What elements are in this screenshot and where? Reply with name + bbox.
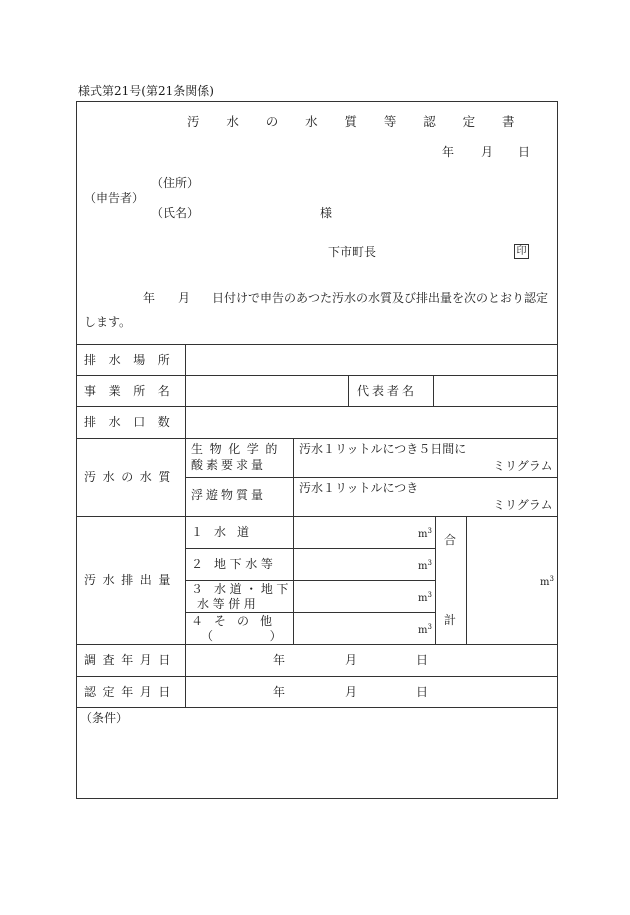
- vol-tap-water-label: １ 水 道: [191, 525, 253, 539]
- vol-groundwater-unit: $m^3$: [418, 559, 432, 572]
- seal-mark: 印: [514, 244, 529, 259]
- col-line: [466, 516, 467, 644]
- cert-date-year: 年: [273, 685, 286, 699]
- survey-date-day: 日: [416, 653, 429, 667]
- survey-date-label: 調査年月日: [84, 653, 178, 667]
- survey-date-year: 年: [273, 653, 286, 667]
- vol-combined-label-line1: ３ 水道・地下: [191, 582, 293, 596]
- honorific: 様: [320, 206, 333, 220]
- bod-unit: ミリグラム: [493, 459, 553, 473]
- representative-label: 代表者名: [357, 384, 418, 398]
- col-line: [435, 516, 436, 644]
- col-line: [348, 375, 349, 406]
- issuer-name: 下市町長: [328, 245, 377, 259]
- cert-date-day: 日: [416, 685, 429, 699]
- date-month: 月: [481, 145, 494, 159]
- cert-date-label: 認定年月日: [84, 685, 178, 699]
- bod-value-text: 汚水１リットルにつき５日間に: [299, 442, 467, 456]
- bod-label-line2: 酸素要求量: [191, 458, 267, 472]
- row-line: [76, 406, 558, 407]
- conditions-field[interactable]: [82, 728, 552, 792]
- col-line: [293, 438, 294, 644]
- row-line: [185, 612, 435, 613]
- total-label-bottom: 計: [444, 613, 457, 627]
- total-unit: $m^3$: [540, 575, 554, 588]
- row-line: [185, 548, 435, 549]
- body-text-line2: します。: [84, 315, 132, 329]
- row-line: [185, 477, 558, 478]
- cert-date-month: 月: [345, 685, 358, 699]
- vol-other-label-line1: ４ そ の 他: [191, 614, 276, 628]
- conditions-label: （条件）: [80, 711, 129, 725]
- address-label: （住所）: [151, 176, 200, 190]
- vol-combined-unit: $m^3$: [418, 591, 432, 604]
- row-line: [76, 644, 558, 645]
- row-line: [76, 707, 558, 708]
- body-year: 年: [143, 291, 156, 305]
- document-title: 汚水の水質等認定書: [187, 114, 542, 129]
- row-line: [76, 375, 558, 376]
- vol-other-unit: $m^3$: [418, 623, 432, 636]
- form-number-label: 様式第21号(第21条関係): [78, 84, 214, 98]
- vol-groundwater-label: ２ 地下水等: [191, 557, 277, 571]
- outlet-count-label: 排水口数: [84, 415, 183, 429]
- row-line: [76, 516, 558, 517]
- total-label-top: 合: [444, 533, 457, 547]
- ss-unit: ミリグラム: [493, 498, 553, 512]
- business-name-value[interactable]: [190, 379, 340, 401]
- row-line: [76, 344, 558, 345]
- business-name-label: 事業所名: [84, 384, 183, 398]
- survey-date-month: 月: [345, 653, 358, 667]
- vol-tap-water-unit: $m^3$: [418, 527, 432, 540]
- vol-other-label-line2: （ ）: [201, 629, 309, 643]
- row-line: [76, 438, 558, 439]
- body-month: 月: [178, 291, 191, 305]
- water-quality-label: 汚水の水質: [84, 470, 178, 484]
- discharge-place-label: 排水場所: [84, 353, 183, 367]
- row-line: [76, 676, 558, 677]
- outlet-count-value[interactable]: [190, 410, 550, 432]
- vol-combined-label-line2: 水等併用: [197, 597, 260, 611]
- representative-value[interactable]: [438, 379, 553, 401]
- applicant-role: （申告者）: [84, 191, 145, 205]
- date-day: 日: [518, 145, 531, 159]
- date-year: 年: [442, 145, 455, 159]
- name-label: （氏名）: [151, 206, 200, 220]
- row-line: [185, 580, 435, 581]
- discharge-place-value[interactable]: [190, 348, 550, 370]
- col-line: [433, 375, 434, 406]
- ss-value-text: 汚水１リットルにつき: [299, 481, 419, 495]
- ss-label: 浮遊物質量: [191, 488, 267, 502]
- discharge-volume-label: 汚水排出量: [84, 573, 178, 587]
- body-text-line1: 日付けで申告のあつた汚水の水質及び排出量を次のとおり認定: [212, 291, 549, 305]
- bod-label-line1: 生物化学的: [191, 442, 285, 456]
- col-line: [185, 344, 186, 707]
